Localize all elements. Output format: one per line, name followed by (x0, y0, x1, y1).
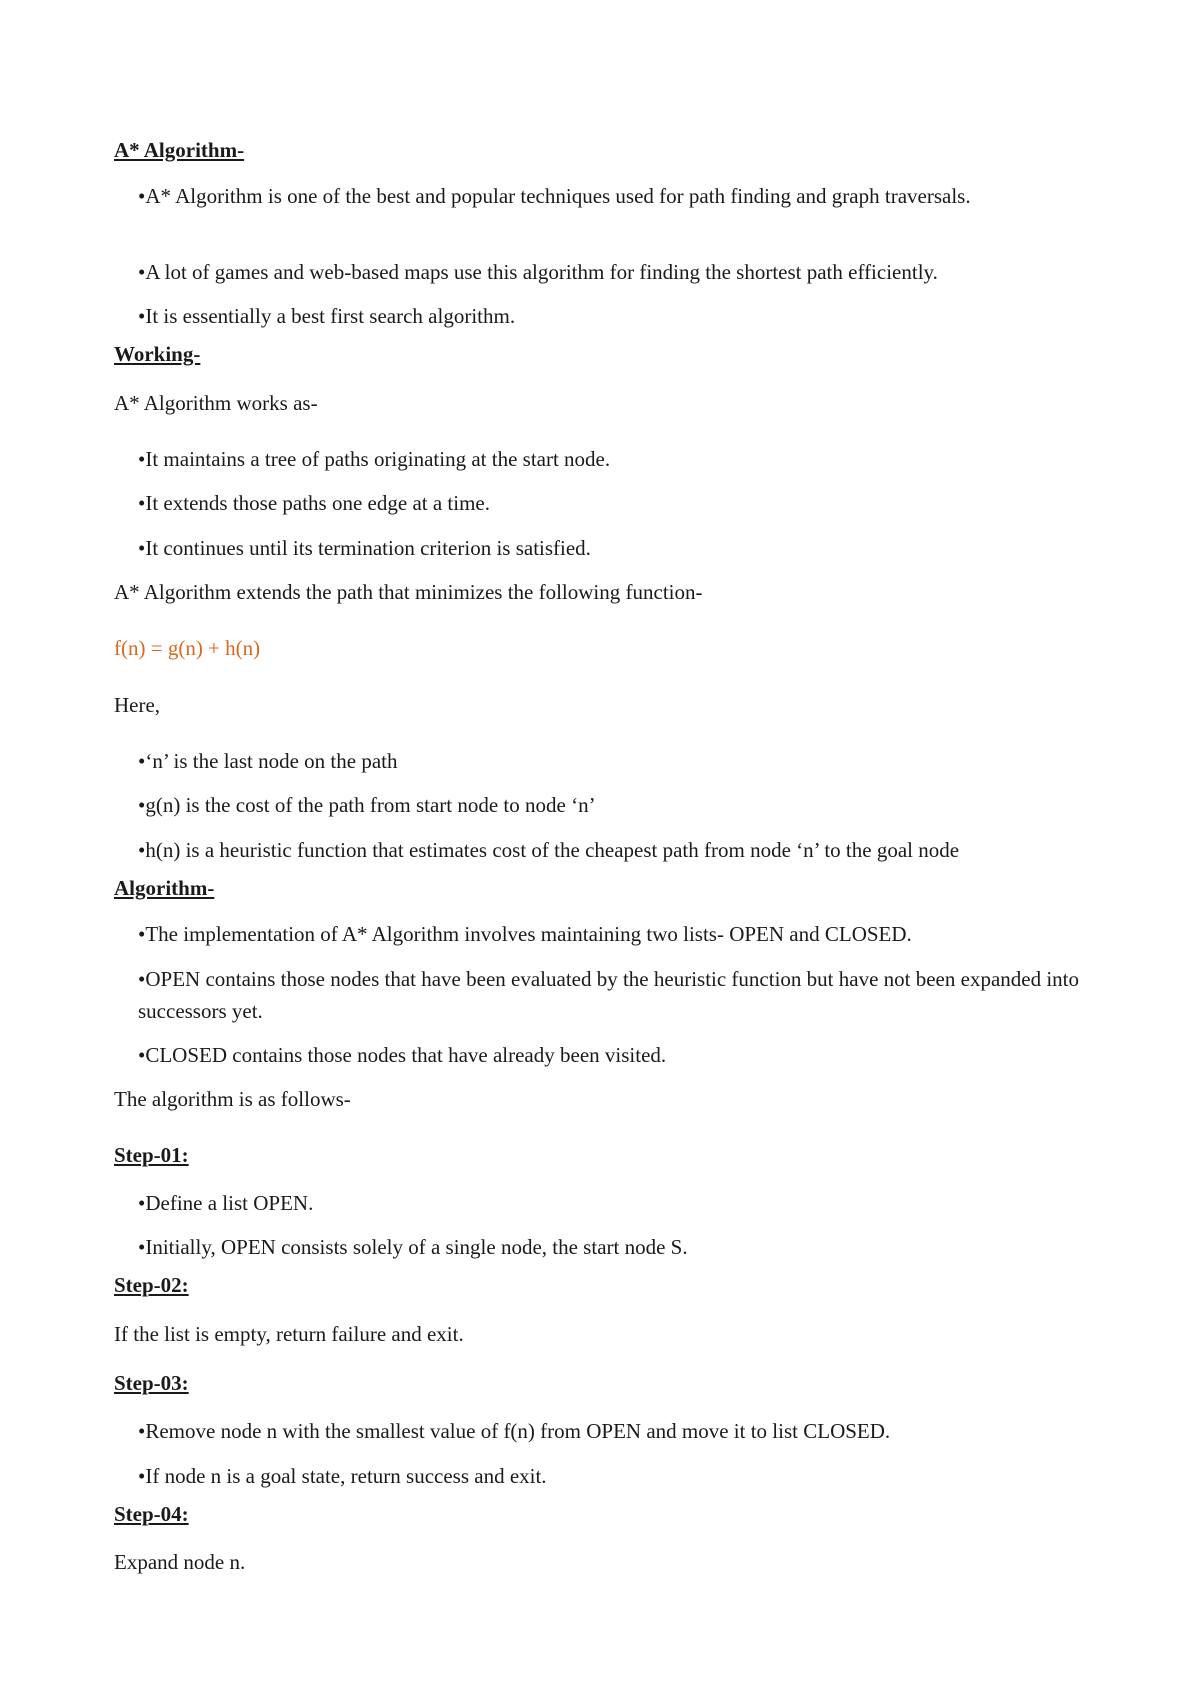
def-n: •‘n’ is the last node on the path (138, 749, 398, 773)
heading-algorithm: Algorithm- (114, 876, 215, 900)
heading-step-03: Step-03: (114, 1371, 189, 1395)
step3-bullet-2: •If node n is a goal state, return success and exit. (138, 1464, 547, 1488)
def-g: •g(n) is the cost of the path from start node to node ‘n’ (138, 793, 596, 817)
heading-step-02: Step-02: (114, 1273, 189, 1297)
working-bullet-2: •It extends those paths one edge at a time. (138, 491, 490, 515)
algorithm-bullet-3: •CLOSED contains those nodes that have already been visited. (138, 1043, 667, 1067)
working-bullet-1: •It maintains a tree of paths originating at the start node. (138, 447, 611, 471)
working-lead: A* Algorithm works as- (114, 391, 318, 415)
step1-bullet-1: •Define a list OPEN. (138, 1191, 314, 1215)
step3-bullet-1: •Remove node n with the smallest value of f(n) from OPEN and move it to list CLOSED. (138, 1419, 891, 1443)
working-bullet-3: •It continues until its termination criterion is satisfied. (138, 536, 591, 560)
formula: f(n) = g(n) + h(n) (114, 636, 261, 660)
step2-text: If the list is empty, return failure and exit. (114, 1322, 464, 1346)
step4-text: Expand node n. (114, 1550, 246, 1574)
intro-bullet-1: •A* Algorithm is one of the best and popular techniques used for path finding and graph traversals. (138, 184, 971, 208)
def-h: •h(n) is a heuristic function that estimates cost of the cheapest path from node ‘n’ to the goal node (138, 838, 960, 862)
heading-step-04: Step-04: (114, 1502, 189, 1526)
here-label: Here, (114, 693, 161, 717)
step1-bullet-2: •Initially, OPEN consists solely of a single node, the start node S. (138, 1235, 688, 1259)
extends-text: A* Algorithm extends the path that minimizes the following function- (114, 580, 703, 604)
intro-bullet-2: •A lot of games and web-based maps use this algorithm for finding the shortest path efficiently. (138, 260, 938, 284)
heading-step-01: Step-01: (114, 1143, 189, 1167)
algorithm-bullet-1: •The implementation of A* Algorithm involves maintaining two lists- OPEN and CLOSED. (138, 922, 912, 946)
algorithm-follows: The algorithm is as follows- (114, 1087, 351, 1111)
heading-a-star: A* Algorithm- (114, 138, 245, 162)
algorithm-bullet-2: •OPEN contains those nodes that have been evaluated by the heuristic function but have not been expanded into successors yet. (138, 967, 1080, 1023)
intro-bullet-3: •It is essentially a best first search algorithm. (138, 304, 516, 328)
heading-working: Working- (114, 342, 201, 366)
